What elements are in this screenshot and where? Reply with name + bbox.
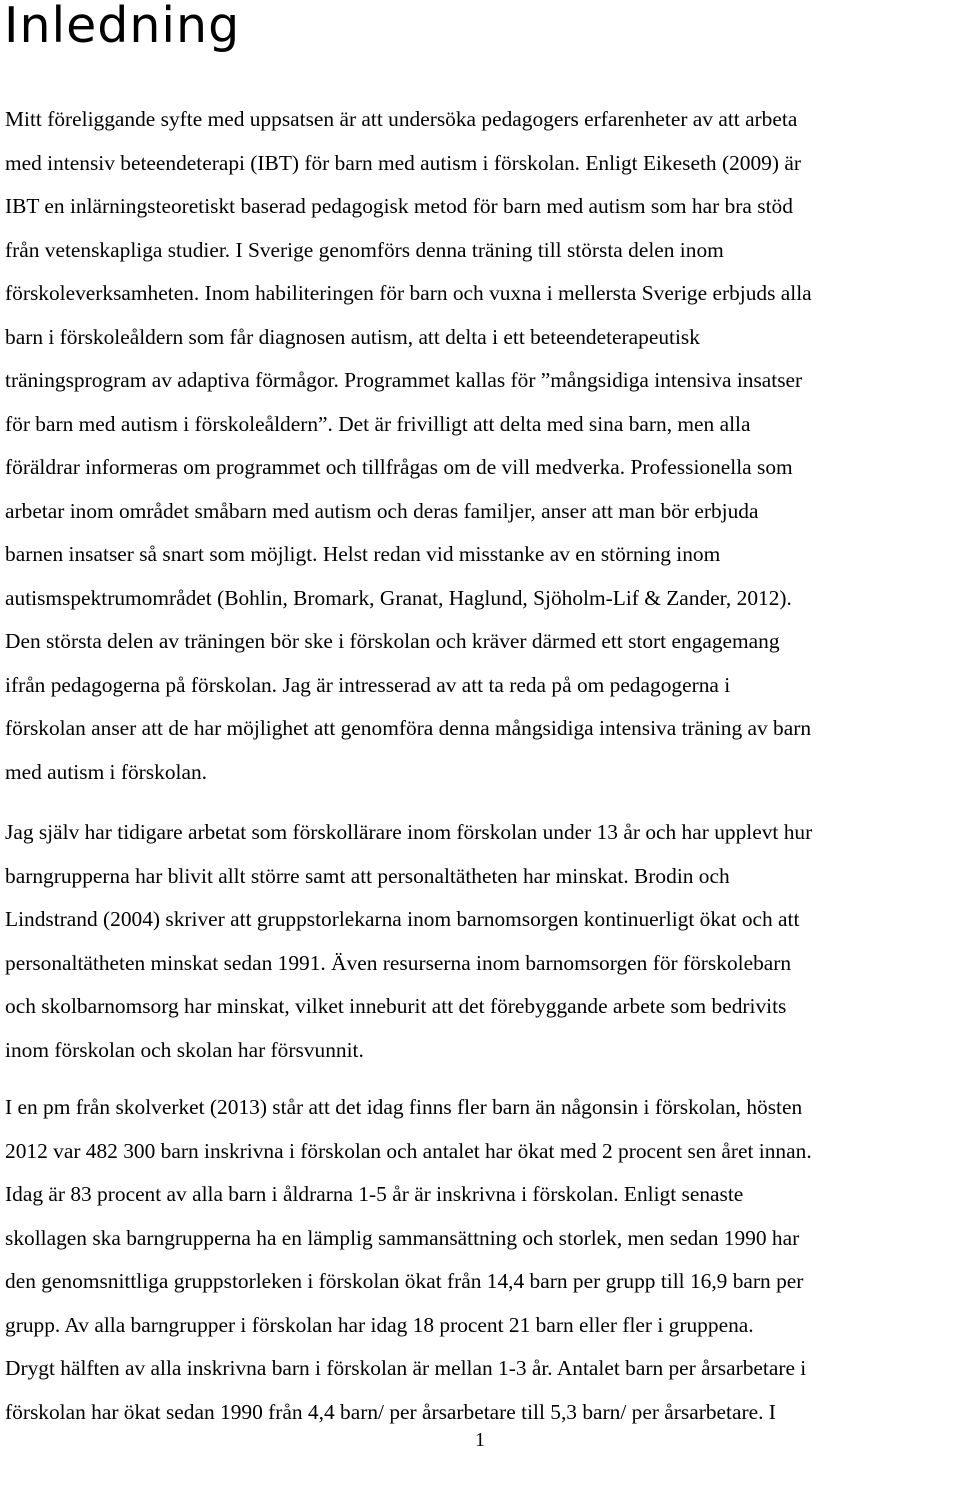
text-line: Den största delen av träningen bör ske i förskolan och kräver därmed ett stort engagemang (5, 629, 780, 653)
text-line: barnen insatser så snart som möjligt. Helst redan vid misstanke av en störning inom (5, 542, 721, 566)
text-line: förskolan har ökat sedan 1990 från 4,4 barn/ per årsarbetare till 5,3 barn/ per årsarbetare. I (5, 1399, 776, 1424)
text-line: I en pm från skolverket (2013) står att det idag finns fler barn än någonsin i förskolan, hösten (5, 1095, 803, 1119)
text-line: grupp. Av alla barngrupper i förskolan har idag 18 procent 21 barn eller fler i gruppena. (5, 1312, 754, 1337)
text-line: föräldrar informeras om programmet och tillfrågas om de vill medverka. Professionella som (5, 455, 793, 479)
text-line: Mitt föreliggande syfte med uppsatsen är att undersöka pedagogers erfarenheter av att arbeta (5, 107, 798, 131)
text-line: från vetenskapliga studier. I Sverige genomförs denna träning till största delen inom (5, 237, 724, 262)
text-line: förskoleverksamheten. Inom habiliteringen för barn och vuxna i mellersta Sverige erbjuds alla (5, 281, 812, 305)
text-line: skollagen ska barngrupperna ha en lämplig sammansättning och storlek, men sedan 1990 har (5, 1225, 800, 1250)
text-line: och skolbarnomsorg har minskat, vilket inneburit att det förebyggande arbete som bedrivits (5, 994, 787, 1018)
text-line: personaltätheten minskat sedan 1991. Även resurserna inom barnomsorgen för förskolebarn (5, 950, 792, 975)
text-line: träningsprogram av adaptiva förmågor. Programmet kallas för ”mångsidiga intensiva insatser (5, 368, 803, 392)
text-line: barngrupperna har blivit allt större samt att personaltätheten har minskat. Brodin och (5, 863, 730, 888)
page-title: Inledning (4, 0, 241, 54)
text-line: arbetar inom området småbarn med autism och deras familjer, anser att man bör erbjuda (5, 498, 759, 523)
paragraph-statistics (5, 1086, 960, 1434)
text-line: Jag själv har tidigare arbetat som förskollärare inom förskolan under 13 år och har upplevt hur (5, 820, 813, 844)
text-line: Drygt hälften av alla inskrivna barn i förskolan är mellan 1-3 år. Antalet barn per årsarbetare i (5, 1356, 807, 1380)
text-line: den genomsnittliga gruppstorleken i förskolan ökat från 14,4 barn per grupp till 16,9 barn per (5, 1269, 804, 1293)
paragraph-experience (5, 811, 960, 1072)
text-line: med intensiv beteendeterapi (IBT) för barn med autism i förskolan. Enligt Eikeseth (2009) är (5, 150, 801, 175)
text-line: inom förskolan och skolan har försvunnit. (5, 1037, 364, 1062)
text-line: förskolan anser att de har möjlighet att genomföra denna mångsidiga intensiva träning av barn (5, 716, 812, 740)
text-line: Lindstrand (2004) skriver att gruppstorlekarna inom barnomsorgen kontinuerligt ökat och att (5, 907, 800, 931)
text-line: för barn med autism i förskoleåldern”. Det är frivilligt att delta med sina barn, men alla (5, 411, 751, 436)
text-line: barn i förskoleåldern som får diagnosen autism, att delta i ett beteendeterapeutisk (5, 324, 700, 349)
page-number: 1 (475, 1429, 485, 1451)
text-line: med autism i förskolan. (5, 759, 207, 784)
text-line: Idag är 83 procent av alla barn i åldrarna 1-5 år är inskrivna i förskolan. Enligt senaste (5, 1182, 744, 1206)
text-line: 2012 var 482 300 barn inskrivna i förskolan och antalet har ökat med 2 procent sen året innan. (5, 1138, 812, 1163)
paragraph-purpose (5, 98, 960, 794)
text-line: IBT en inlärningsteoretiskt baserad pedagogisk metod för barn med autism som har bra stöd (5, 194, 793, 218)
text-line: autismspektrumområdet (Bohlin, Bromark, Granat, Haglund, Sjöholm-Lif & Zander, 2012). (5, 585, 792, 610)
text-line: ifrån pedagogerna på förskolan. Jag är intresserad av att ta reda på om pedagogerna i (5, 672, 731, 697)
